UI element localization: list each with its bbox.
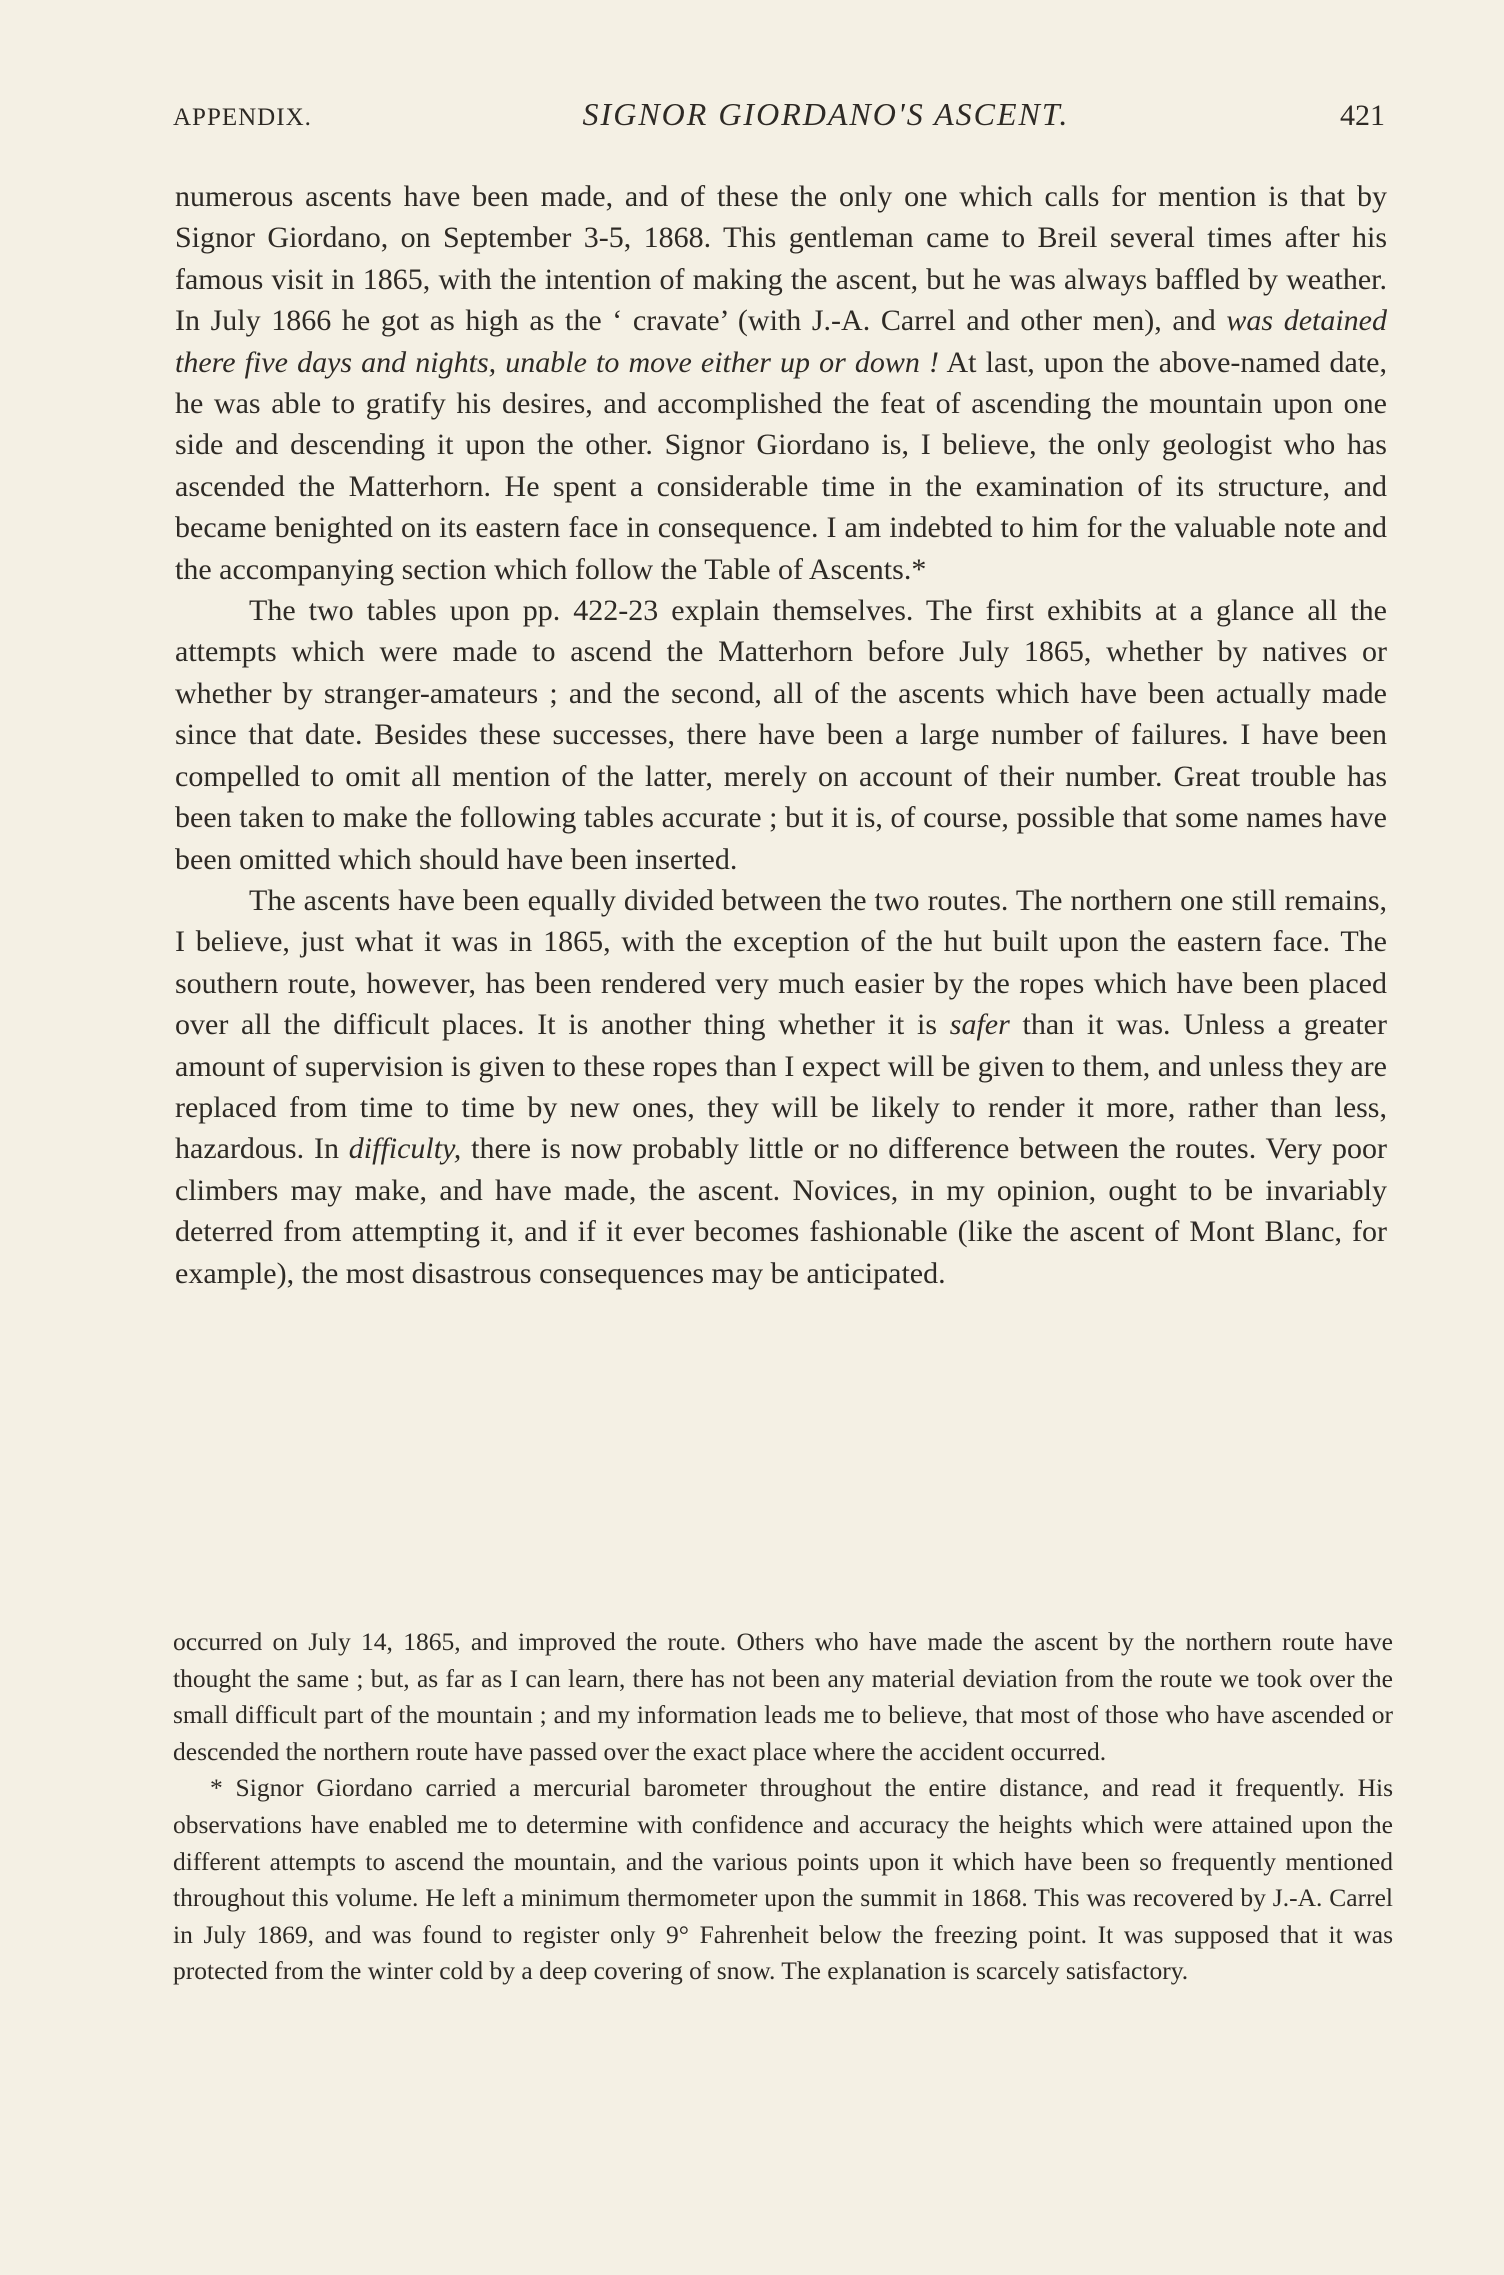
text-run: numerous ascents have been made, and of these the only one which calls for mention is that by Signor Giordano, on September 3-5, 1868. This gentleman came to Breil several times after his famous visit in 1865, with the intention of making the ascent, but he was always baffled by weather. In July 1866 he got as high as the ‘ cravate’ (with J.-A. Carrel and other men), and	[175, 180, 1387, 338]
text-run: At last, upon the above-named date, he was able to gratify his desires, and accomplished the feat of ascending the mountain upon one side and descending it upon the other. Signor Giordano is, I believe, the only geologist who has ascended the Matterhorn. He spent a considerable time in the examination of its structure, and became benighted on its eastern face in consequence. I am indebted to him for the valuable note and the accompanying section which follow the Table of Ascents.*	[175, 345, 1387, 586]
paragraph-tables: The two tables upon pp. 422-23 explain themselves. The first exhibits at a glance all the attempts which were made to ascend the Matterhorn before July 1865, whether by natives or whether by stranger-amateurs ; and the second, all of the ascents which have been actually made since that date. Besides these successes, there have been a large number of failures. I have been compelled to omit all mention of the latter, merely on account of their number. Great trouble has been taken to make the following tables accurate ; but it is, of course, possible that some names have been omitted which should have been inserted.	[175, 594, 1387, 876]
page-title: SIGNOR GIORDANO'S ASCENT.	[582, 96, 1070, 132]
body-text	[175, 176, 1387, 1294]
paragraph-giordano	[175, 176, 1387, 590]
text-run: there is now probably little or no difference between the routes. Very poor climbers may make, and have made, the ascent. Novices, in my opinion, ought to be invariably deterred from attempting it, and if it ever becomes fashionable (like the ascent of Mont Blanc, for example), the most disastrous consequences may be anticipated.	[175, 1132, 1387, 1290]
footnotes	[173, 1624, 1393, 1990]
italic-run: safer	[949, 1008, 1010, 1042]
italic-run: was detained there five days and nights, unable to move either up or down !	[175, 304, 1387, 379]
text-run: than it was. Unless a greater amount of supervision is given to these ropes than I expect will be given to them, and unless they are replaced from time to time by new ones, they will be likely to render it more, rather than less, hazardous. In	[175, 1008, 1387, 1166]
section-label: APPENDIX.	[173, 104, 312, 131]
running-head	[173, 96, 1385, 136]
paragraph-routes	[175, 880, 1387, 1294]
footnote-star: * Signor Giordano carried a mercurial barometer throughout the entire distance, and read it frequently. His observations have enabled me to determine with confidence and accuracy the heights which were attained upon the different attempts to ascend the mountain, and the various points upon it which have been so frequently mentioned throughout this volume. He left a minimum thermometer upon the summit in 1868. This was recovered by J.-A. Carrel in July 1869, and was found to register only 9° Fahrenheit below the freezing point. It was supposed that it was protected from the winter cold by a deep covering of snow. The explanation is scarcely satisfactory.	[173, 1773, 1393, 1986]
text-run: The ascents have been equally divided between the two routes. The northern one still remains, I believe, just what it was in 1865, with the exception of the hut built upon the eastern face. The southern route, however, has been rendered very much easier by the ropes which have been placed over all the difficult places. It is another thing whether it is	[175, 883, 1387, 1042]
page-number: 421	[1339, 99, 1385, 132]
footnote-continued: occurred on July 14, 1865, and improved the route. Others who have made the ascent by the northern route have thought the same ; but, as far as I can learn, there has not been any material deviation from the route we took over the small difficult part of the mountain ; and my information leads me to believe, that most of those who have ascended or descended the northern route have passed over the exact place where the accident occurred.	[173, 1627, 1393, 1766]
italic-run: difficulty,	[348, 1132, 462, 1166]
